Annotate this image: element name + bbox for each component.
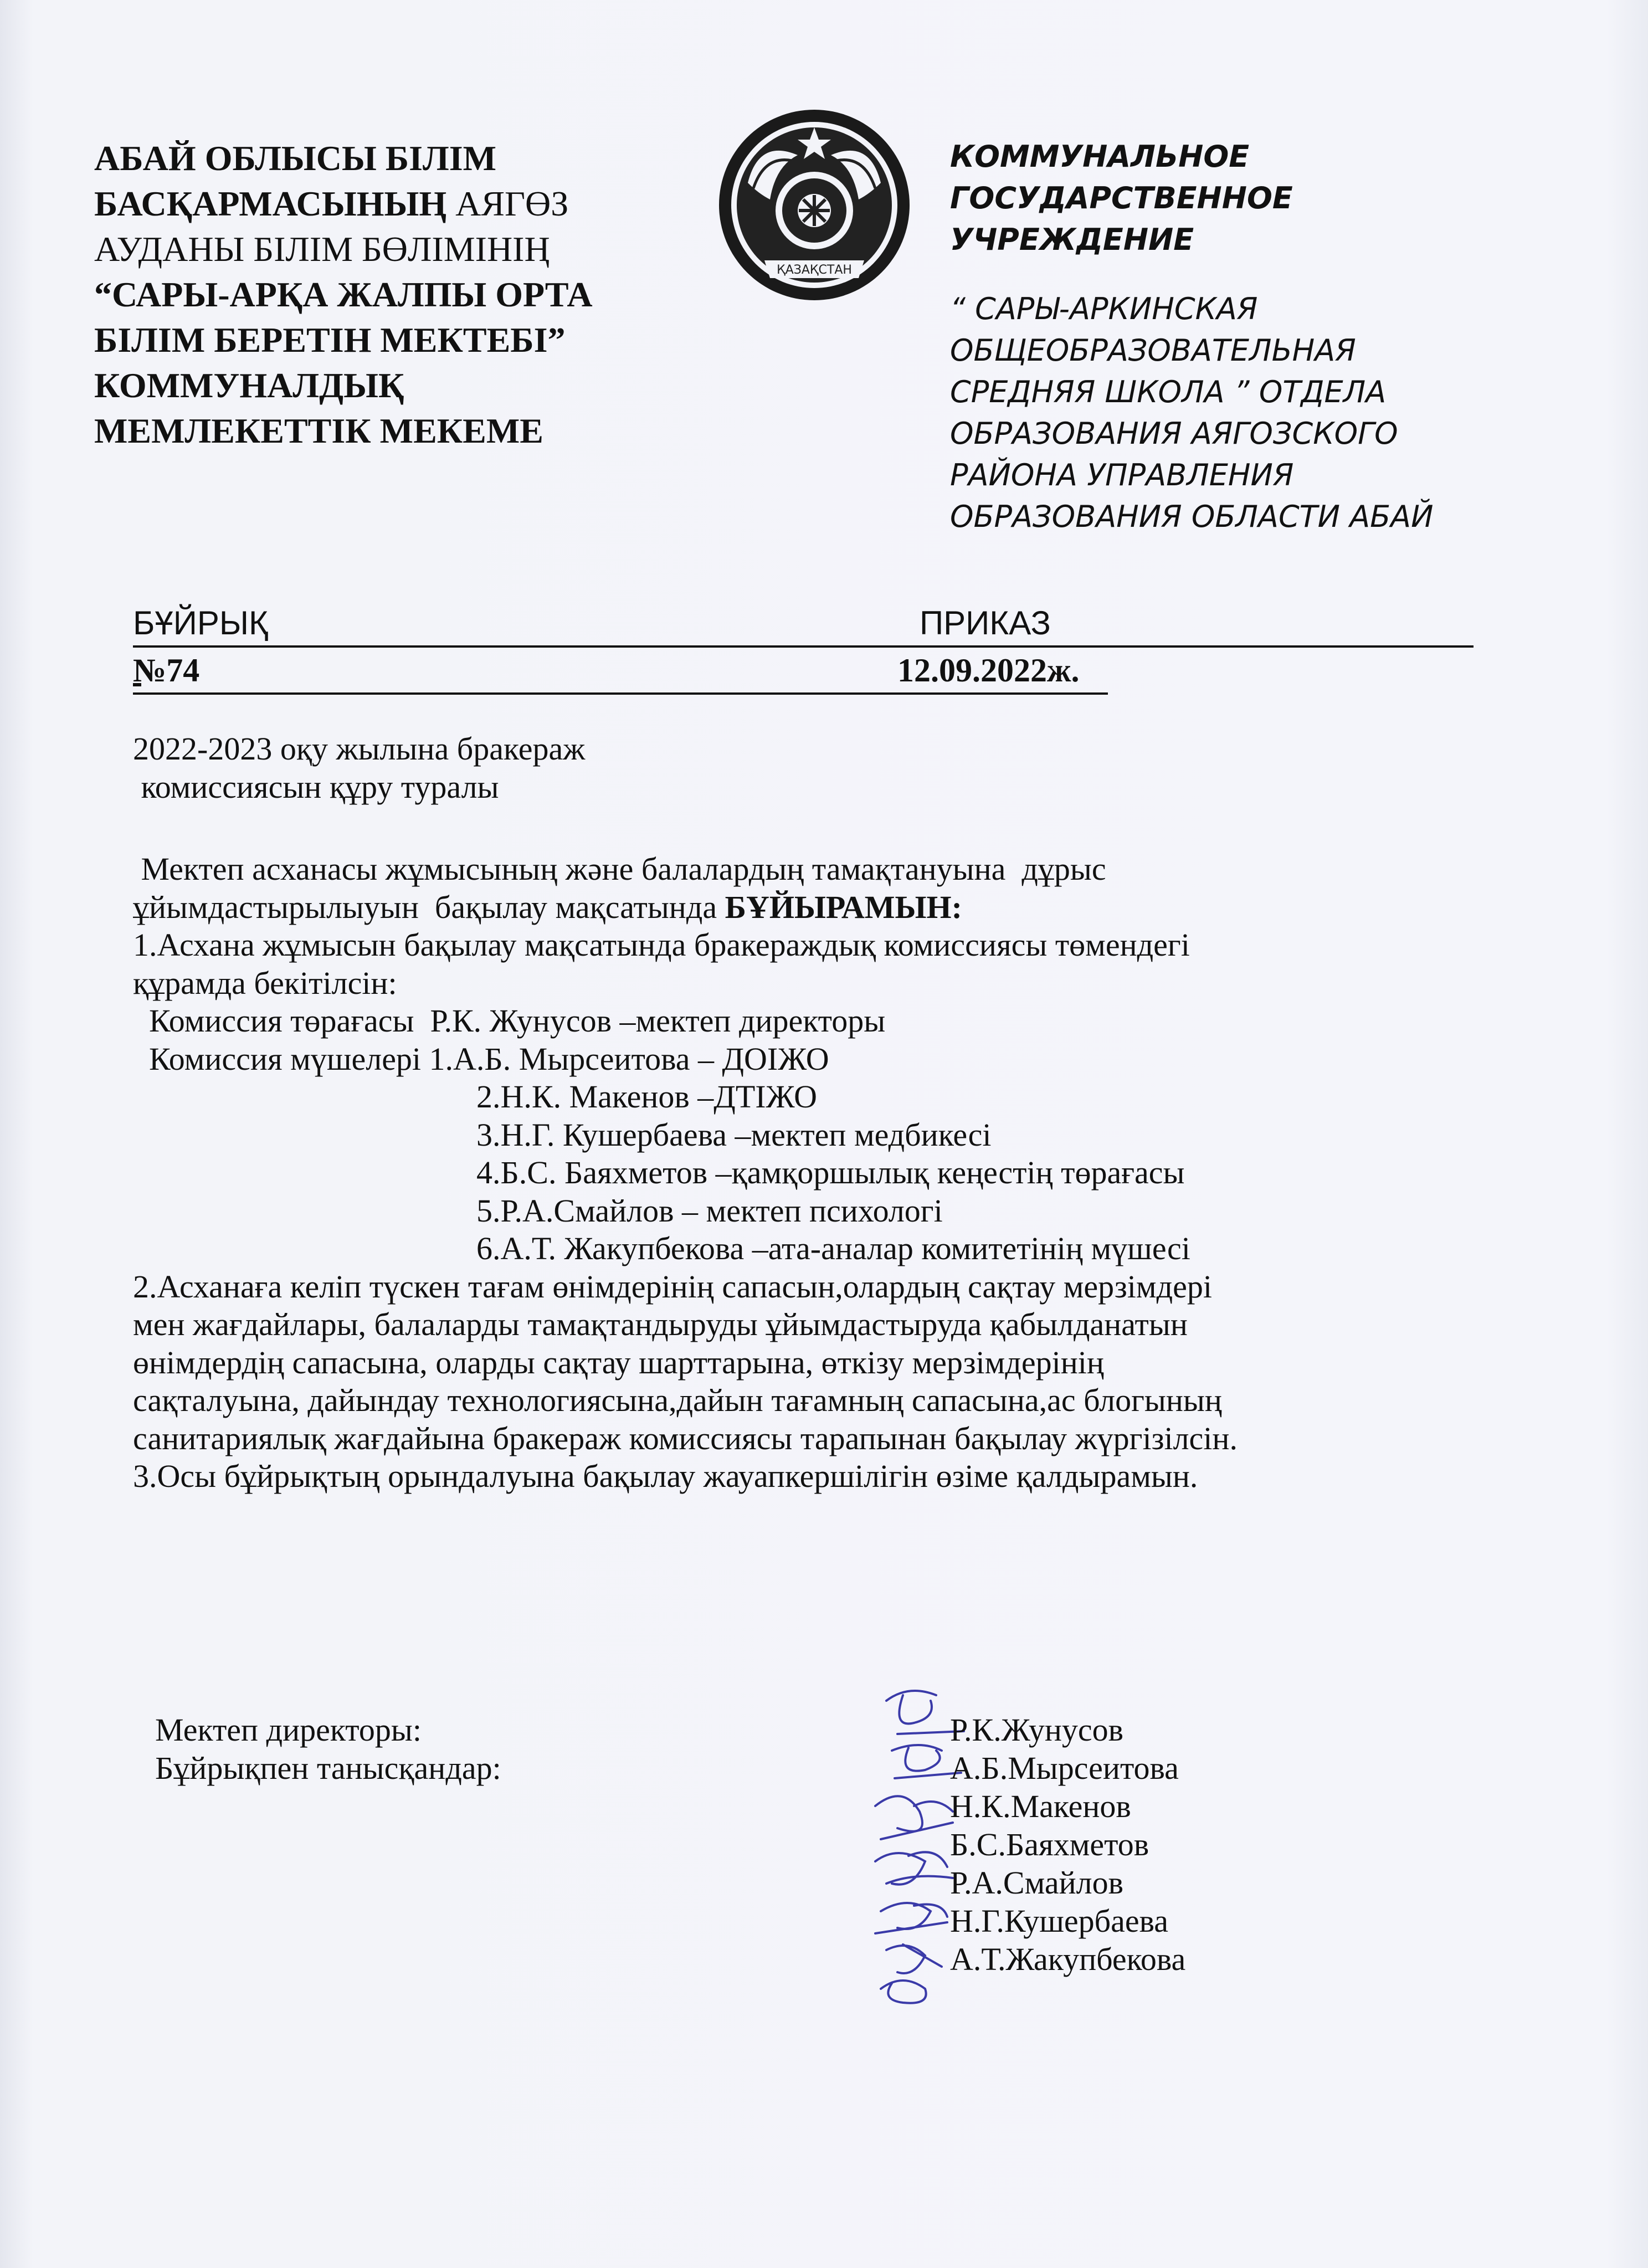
header-russian-line: “ САРЫ-АРКИНСКАЯ — [950, 291, 1258, 326]
state-emblem-icon — [715, 105, 914, 310]
commission-member: 4.Б.С. Баяхметов –қамқоршылық кеңестің төрағасы — [476, 1154, 1185, 1191]
header-russian-line: КОММУНАЛЬНОЕ — [950, 139, 1250, 174]
commission-member: 5.Р.А.Смайлов – мектеп психологі — [476, 1192, 943, 1229]
signatory-name: Б.С.Баяхметов — [950, 1826, 1149, 1862]
decree-word: БҰЙЫРАМЫН: — [725, 889, 962, 925]
signatory-name: А.Т.Жакупбекова — [950, 1941, 1186, 1977]
paragraph-2-line: өнімдердің сапасына, оларды сақтау шарттарына, өткізу мерзімдерінің — [133, 1344, 1104, 1381]
header-kazakh-line: МЕМЛЕКЕТТІК МЕКЕМЕ — [94, 411, 543, 450]
order-number: №74 — [133, 652, 200, 689]
commission-member: 6.А.Т. Жакупбекова –ата-аналар комитетінің мүшесі — [476, 1230, 1190, 1266]
header-russian-line: ОБРАЗОВАНИЯ АЯГОЗСКОГО — [950, 416, 1398, 451]
subject-line: 2022-2023 оқу жылына бракераж — [133, 731, 586, 767]
order-label-kazakh: БҰЙРЫҚ — [133, 604, 268, 642]
header-kazakh-line: “САРЫ-АРҚА ЖАЛПЫ ОРТА — [94, 275, 593, 314]
paragraph-2-line: санитариялық жағдайына бракераж комиссиясы тарапынан бақылау жүргізілсін. — [133, 1420, 1238, 1456]
director-label: Мектеп директоры: — [155, 1712, 422, 1748]
header-russian-line: ГОСУДАРСТВЕННОЕ — [950, 181, 1293, 215]
commission-member: 1.А.Б. Мырсеитова – ДОІЖО — [429, 1040, 829, 1077]
header-kazakh-line: АБАЙ ОБЛЫСЫ БІЛІМ — [94, 138, 496, 178]
signatory-name: Н.Г.Кушербаева — [950, 1903, 1168, 1939]
subject-line: комиссиясын құру туралы — [133, 768, 499, 805]
header-kazakh — [94, 136, 648, 454]
header-kazakh-line: БІЛІМ БЕРЕТІН МЕКТЕБІ” — [94, 320, 566, 360]
header-russian-line: ОБЩЕОБРАЗОВАТЕЛЬНАЯ — [950, 333, 1356, 368]
header-russian-line: РАЙОНА УПРАВЛЕНИЯ — [950, 458, 1294, 492]
intro-line: Мектеп асханасы жұмысының және балалардың тамақтануына дұрыс — [133, 851, 1106, 887]
header-russian-line: ОБРАЗОВАНИЯ ОБЛАСТИ АБАЙ — [950, 499, 1434, 534]
header-kazakh-line: КОММУНАЛДЫҚ — [94, 366, 404, 405]
header-russian — [950, 136, 1532, 537]
order-number-row — [133, 648, 1108, 692]
paragraph-1-line: құрамда бекітілсін: — [133, 964, 397, 1001]
commission-member: 3.Н.Г. Кушербаева –мектеп медбикесі — [476, 1116, 992, 1153]
signatory-name: Р.А.Смайлов — [950, 1865, 1123, 1901]
signature-labels — [155, 1711, 501, 1787]
signatory-name: А.Б.Мырсеитова — [950, 1750, 1179, 1786]
paragraph-2-line: сақталуына, дайындау технологиясына,дайын тағамның сапасына,ас блогының — [133, 1382, 1222, 1418]
signature-names — [950, 1711, 1185, 1978]
paragraph-2-line: 2.Асханаға келіп түскен тағам өнімдерінің сапасын,олардың сақтау мерзімдері — [133, 1268, 1212, 1305]
header-kazakh-line: АУДАНЫ БІЛІМ БӨЛІМІНІҢ — [94, 229, 550, 269]
paragraph-1-line: 1.Асхана жұмысын бақылау мақсатында бракераждық комиссиясы төмендегі — [133, 927, 1190, 963]
signatory-name: Р.К.Жунусов — [950, 1712, 1123, 1748]
order-date: 12.09.2022ж. — [897, 652, 1080, 689]
svg-text:ҚАЗАҚСТАН: ҚАЗАҚСТАН — [777, 263, 852, 277]
intro-line: ұйымдастырылыуын бақылау мақсатында БҰЙЫРАМЫН: — [133, 889, 962, 925]
header-kazakh-line: БАСҚАРМАСЫНЫҢ АЯГӨЗ — [94, 184, 569, 223]
signatory-name: Н.К.Макенов — [950, 1788, 1131, 1824]
commission-chair: Комиссия төрағасы Р.К. Жунусов –мектеп директоры — [133, 1003, 886, 1039]
paragraph-2-line: мен жағдайлары, балаларды тамақтандыруды ұйымдастыруда қабылданатын — [133, 1306, 1188, 1342]
acquainted-label: Бұйрықпен танысқандар: — [155, 1750, 501, 1786]
order-body — [133, 730, 1540, 1496]
commission-member: 2.Н.К. Макенов –ДТІЖО — [476, 1079, 818, 1115]
header-russian-line: СРЕДНЯЯ ШКОЛА ” ОТДЕЛА — [950, 374, 1387, 409]
order-label-russian: ПРИКАЗ — [920, 604, 1051, 642]
order-title-row — [133, 601, 1474, 648]
commission-members-row: Комиссия мүшелері 1.А.Б. Мырсеитова – ДОІЖО — [133, 1040, 829, 1077]
header-russian-line: УЧРЕЖДЕНИЕ — [950, 222, 1194, 257]
paragraph-3: 3.Осы бұйрықтың орындалуына бақылау жауапкершілігін өзіме қалдырамын. — [133, 1458, 1198, 1494]
